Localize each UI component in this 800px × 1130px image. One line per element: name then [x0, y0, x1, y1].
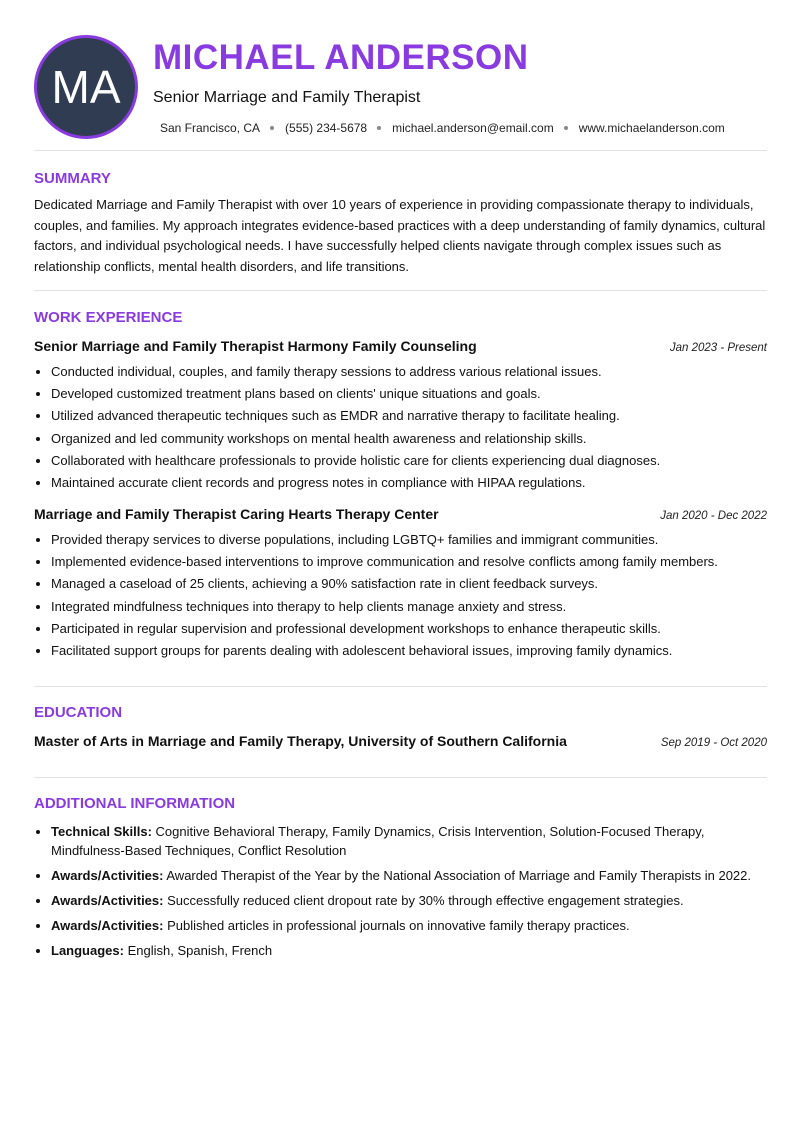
separator-dot-icon	[377, 126, 381, 130]
item-label: Languages:	[51, 943, 124, 958]
job-role: Marriage and Family Therapist Caring Hearts Therapy Center	[34, 506, 439, 522]
list-item: • Implemented evidence-based interventions to improve communication and resolve conflicts among family members.	[51, 551, 771, 573]
list-item	[51, 891, 751, 910]
item-text: English, Spanish, French	[127, 943, 273, 958]
item-text: Successfully reduced client dropout rate by 30% through effective engagement strategies.	[167, 893, 684, 908]
divider	[34, 150, 767, 151]
separator-dot-icon	[270, 126, 274, 130]
contact-email: michael.anderson@email.com	[392, 121, 554, 135]
item-text: Cognitive Behavioral Therapy, Family Dynamics, Crisis Intervention, Solution-Focused Therapy, Mindfulness-Based Techniques, Conflict Resolution	[51, 824, 705, 858]
divider	[34, 777, 767, 778]
list-item: • Conducted individual, couples, and family therapy sessions to address various relational issues.	[51, 361, 771, 383]
list-item: • Managed a caseload of 25 clients, achieving a 90% satisfaction rate in client feedback surveys.	[51, 573, 771, 595]
list-item: • Collaborated with healthcare professionals to provide holistic care for clients experiencing dual diagnoses.	[51, 450, 771, 472]
education-degree: Master of Arts in Marriage and Family Therapy, University of Southern California	[34, 733, 567, 749]
item-label: Technical Skills:	[51, 824, 152, 839]
item-text: Published articles in professional journals on innovative family therapy practices.	[167, 918, 630, 933]
contact-phone: (555) 234-5678	[285, 121, 368, 135]
experience-heading: WORK EXPERIENCE	[34, 309, 183, 326]
list-item: • Utilized advanced therapeutic techniques such as EMDR and narrative therapy to facilitate healing.	[51, 405, 771, 427]
divider	[34, 686, 767, 687]
list-item	[51, 941, 751, 960]
job-dates: Jan 2020 - Dec 2022	[660, 510, 767, 522]
contact-website: www.michaelanderson.com	[578, 121, 725, 135]
education-dates: Sep 2019 - Oct 2020	[660, 737, 767, 749]
list-item	[51, 866, 751, 885]
candidate-title: Senior Marriage and Family Therapist	[153, 89, 421, 106]
contact-bar	[160, 121, 725, 135]
item-text: Awarded Therapist of the Year by the National Association of Marriage and Family Therapists in 2022.	[166, 868, 751, 883]
list-item: • Provided therapy services to diverse populations, including LGBTQ+ families and immigrant communities.	[51, 529, 771, 551]
list-item	[51, 916, 751, 935]
contact-location: San Francisco, CA	[160, 121, 261, 135]
list-item: • Facilitated support groups for parents dealing with adolescent behavioral issues, improving family dynamics.	[51, 640, 771, 662]
separator-dot-icon	[564, 126, 568, 130]
job-header	[34, 506, 767, 522]
list-item: • Organized and led community workshops on mental health awareness and relationship skills.	[51, 428, 771, 450]
job-dates: Jan 2023 - Present	[669, 342, 767, 354]
list-item: • Developed customized treatment plans based on clients' unique situations and goals.	[51, 383, 771, 405]
job-header	[34, 338, 767, 354]
education-heading: EDUCATION	[34, 704, 123, 721]
summary-heading: SUMMARY	[34, 170, 111, 187]
list-item: • Integrated mindfulness techniques into therapy to help clients manage anxiety and stress.	[51, 596, 771, 618]
job-bullets	[34, 361, 771, 494]
job-bullets	[34, 529, 771, 662]
avatar	[34, 35, 138, 139]
list-item	[51, 822, 751, 860]
additional-heading: ADDITIONAL INFORMATION	[34, 795, 236, 812]
summary-text: Dedicated Marriage and Family Therapist with over 10 years of experience in providing compassionate therapy to individuals, couples, and families. My approach integrates evidence-based practices with a deep understanding of family dynamics, cultural factors, and individual psychological needs. I have successfully helped clients navigate through complex issues such as relationship conflicts, mental health disorders, and life transitions.	[34, 197, 766, 274]
avatar-initials: MA	[51, 61, 121, 113]
item-label: Awards/Activities:	[51, 868, 164, 883]
education-entry	[34, 733, 767, 749]
list-item: • Maintained accurate client records and progress notes in compliance with HIPAA regulations.	[51, 472, 771, 494]
item-label: Awards/Activities:	[51, 918, 164, 933]
item-label: Awards/Activities:	[51, 893, 164, 908]
additional-list	[34, 822, 751, 966]
job-role: Senior Marriage and Family Therapist Harmony Family Counseling	[34, 338, 477, 354]
list-item: • Participated in regular supervision and professional development workshops to enhance therapeutic skills.	[51, 618, 771, 640]
divider	[34, 290, 767, 291]
candidate-name: MICHAEL ANDERSON	[153, 38, 529, 77]
